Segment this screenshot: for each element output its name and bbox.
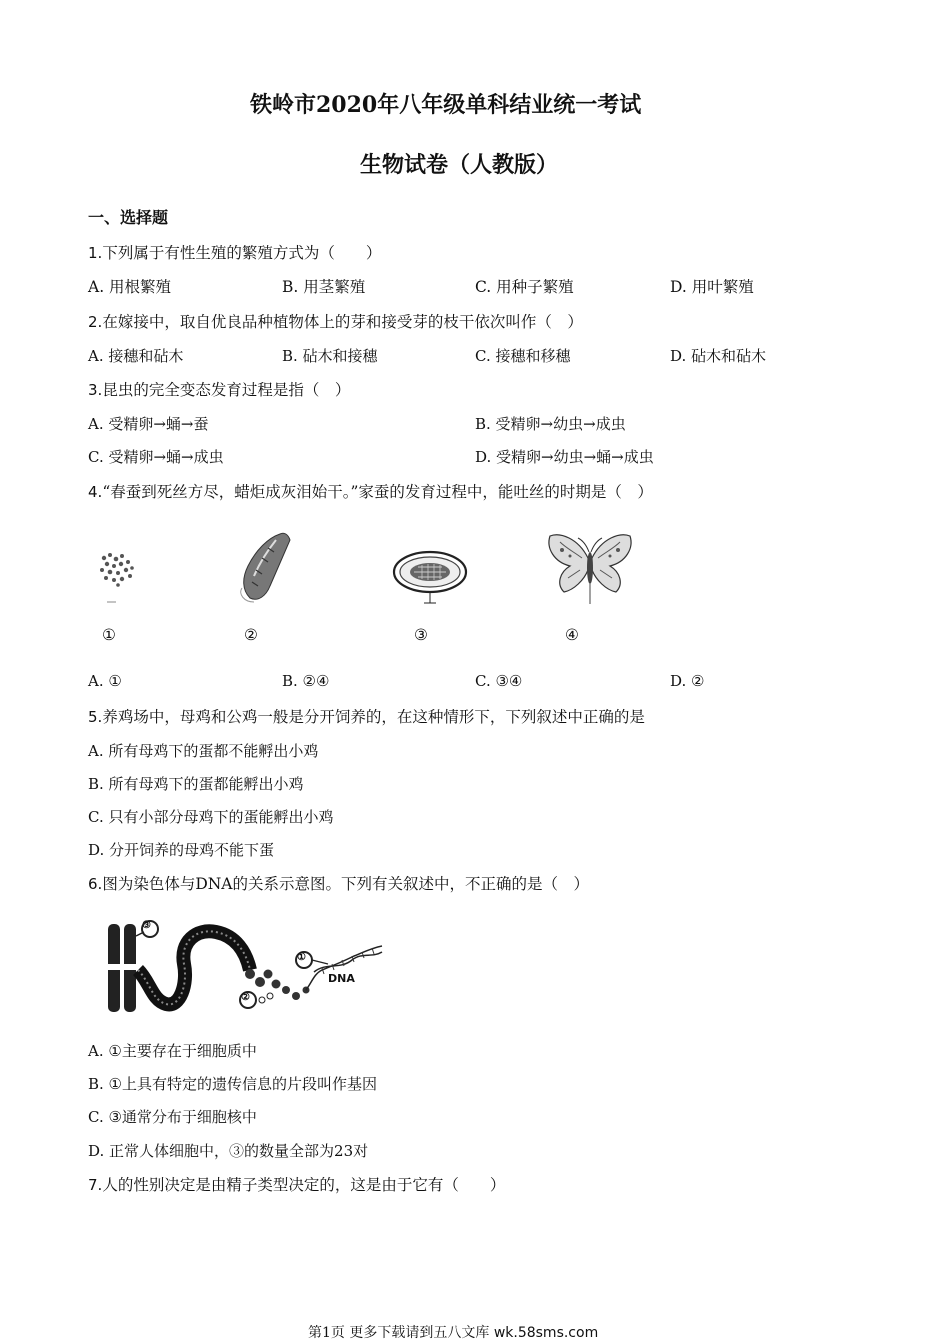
q4-option-a: A. ① bbox=[88, 672, 122, 690]
q2-option-a: A. 接穗和砧木 bbox=[88, 347, 184, 365]
q1-option-b: B. 用茎繁殖 bbox=[282, 278, 366, 296]
silkworm-eggs-figure bbox=[92, 540, 142, 610]
figure-label-2: ② bbox=[244, 626, 258, 644]
question-1: 1.下列属于有性生殖的繁殖方式为（ ） bbox=[88, 244, 382, 262]
question-5: 5.养鸡场中，母鸡和公鸡一般是分开饲养的，在这种情形下，下列叙述中正确的是 bbox=[88, 708, 645, 726]
question-7: 7.人的性别决定是由精子类型决定的，这是由于它有（ ） bbox=[88, 1176, 506, 1194]
q2-option-b: B. 砧木和接穗 bbox=[282, 347, 378, 365]
q3-option-d: D. 受精卵→幼虫→蛹→成虫 bbox=[475, 448, 654, 466]
diagram-label-2: ② bbox=[241, 992, 250, 1003]
q6-option-d: D. 正常人体细胞中，③的数量全部为23对 bbox=[88, 1142, 369, 1160]
q5-option-a: A. 所有母鸡下的蛋都不能孵出小鸡 bbox=[88, 742, 319, 760]
q1-option-c: C. 用种子繁殖 bbox=[475, 278, 574, 296]
figure-label-3: ③ bbox=[414, 626, 428, 644]
exam-title: 铁岭市2020年八年级单科结业统一考试 bbox=[250, 92, 642, 118]
q5-option-b: B. 所有母鸡下的蛋都能孵出小鸡 bbox=[88, 775, 304, 793]
q1-option-a: A. 用根繁殖 bbox=[88, 278, 172, 296]
footer-site-link[interactable]: wk.58sms.com bbox=[493, 1325, 599, 1341]
silkworm-larva-figure bbox=[228, 528, 303, 608]
silkworm-moth-figure bbox=[540, 528, 640, 608]
question-6: 6.图为染色体与DNA的关系示意图。下列有关叙述中，不正确的是（ ） bbox=[88, 875, 589, 893]
footer-page-text: 第1页 更多下载请到五八文库 bbox=[308, 1325, 490, 1341]
q2-option-c: C. 接穗和移穗 bbox=[475, 347, 571, 365]
figure-label-4: ④ bbox=[565, 626, 579, 644]
exam-subtitle: 生物试卷（人教版） bbox=[360, 152, 559, 178]
diagram-label-1: ① bbox=[297, 952, 306, 963]
page-footer bbox=[308, 1322, 598, 1342]
q3-option-b: B. 受精卵→幼虫→成虫 bbox=[475, 415, 626, 433]
q3-option-a: A. 受精卵→蛹→蚕 bbox=[88, 415, 209, 433]
question-3: 3.昆虫的完全变态发育过程是指（ ） bbox=[88, 381, 351, 399]
figure-label-1: ① bbox=[102, 626, 116, 644]
section-heading: 一、选择题 bbox=[88, 208, 169, 227]
q4-option-c: C. ③④ bbox=[475, 672, 523, 690]
q5-option-c: C. 只有小部分母鸡下的蛋能孵出小鸡 bbox=[88, 808, 334, 826]
q3-option-c: C. 受精卵→蛹→成虫 bbox=[88, 448, 224, 466]
q4-option-b: B. ②④ bbox=[282, 672, 330, 690]
q6-option-c: C. ③通常分布于细胞核中 bbox=[88, 1108, 257, 1126]
q5-option-d: D. 分开饲养的母鸡不能下蛋 bbox=[88, 841, 275, 859]
q4-option-d: D. ② bbox=[670, 672, 705, 690]
silkworm-cocoon-figure bbox=[388, 545, 473, 605]
q6-option-b: B. ①上具有特定的遗传信息的片段叫作基因 bbox=[88, 1075, 378, 1093]
diagram-label-3: ③ bbox=[142, 920, 151, 931]
q1-option-d: D. 用叶繁殖 bbox=[670, 278, 754, 296]
diagram-label-dna: DNA bbox=[328, 972, 355, 985]
question-4: 4.“春蚕到死丝方尽，蜡炬成灰泪始干。”家蚕的发育过程中，能吐丝的时期是（ ） bbox=[88, 483, 653, 501]
question-2: 2.在嫁接中，取自优良品种植物体上的芽和接受芽的枝干依次叫作（ ） bbox=[88, 313, 583, 331]
q6-option-a: A. ①主要存在于细胞质中 bbox=[88, 1042, 257, 1060]
q2-option-d: D. 砧木和砧木 bbox=[670, 347, 767, 365]
